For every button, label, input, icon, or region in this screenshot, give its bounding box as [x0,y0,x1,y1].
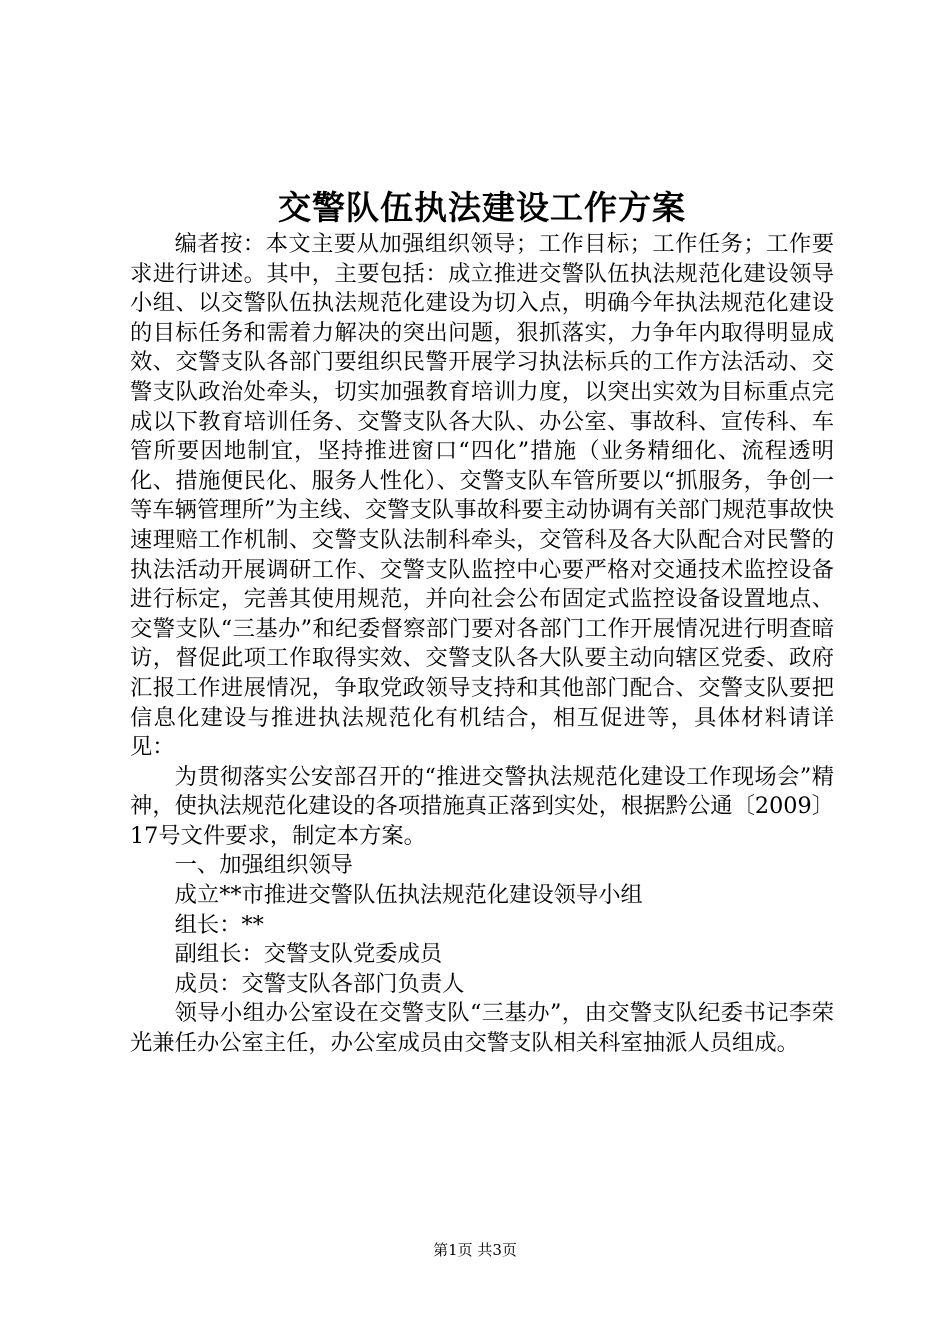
deputy-leader-line: 副组长：交警支队党委成员 [174,941,443,968]
document-title: 交警队伍执法建设工作方案 [278,188,686,227]
document-body [130,230,834,1059]
intro-paragraph: 为贯彻落实公安部召开的“推进交警执法规范化建设工作现场会”精神，使执法规范化建设的各项措施真正落到实处，根据黔公通〔2009〕17号文件要求，制定本方案。 [130,763,834,849]
members-line: 成员：交警支队各部门负责人 [174,970,465,997]
section-heading: 一、加强组织领导 [174,852,353,879]
editor-note-paragraph: 编者按：本文主要从加强组织领导；工作目标；工作任务；工作要求进行讲述。其中，主要包括：成立推进交警队伍执法规范化建设领导小组、以交警队伍执法规范化建设为切入点，明确今年执法规范化建设的目标任务和需着力解决的突出问题，狠抓落实，力争年内取得明显成效、交警支队各部门要组织民警开展学习执法标兵的工作方法活动、交警支队政治处牵头，切实加强教育培训力度，以突出实效为目标重点完成以下教育培训任务、交警支队各大队、办公室、事故科、宣传科、车管所要因地制宜，坚持推进窗口“四化”措施（业务精细化、流程透明化、措施便民化、服务人性化）、交警支队车管所要以“抓服务，争创一等车辆管理所”为主线、交警支队事故科要主动协调有关部门规范事故快速理赔工作机制、交警支队法制科牵头，交管科及各大队配合对民警的执法活动开展调研工作、交警支队监控中心要严格对交通技术监控设备进行标定，完善其使用规范，并向社会公布固定式监控设备设置地点、交警支队“三基办”和纪委督察部门要对各部门工作开展情况进行明查暗访，督促此项工作取得实效、交警支队各大队要主动向辖区党委、政府汇报工作进展情况，争取党政领导支持和其他部门配合、交警支队要把信息化建设与推进执法规范化有机结合，相互促进等，具体材料请详见： [130,231,834,761]
page-number-footer: 第1页 共3页 [433,1241,517,1259]
document-page [130,0,834,1059]
office-paragraph: 领导小组办公室设在交警支队“三基办”，由交警支队纪委书记李荣光兼任办公室主任，办公室成员由交警支队相关科室抽派人员组成。 [130,1000,834,1057]
group-line: 成立**市推进交警队伍执法规范化建设领导小组 [174,882,643,909]
leader-line: 组长：** [174,911,264,938]
